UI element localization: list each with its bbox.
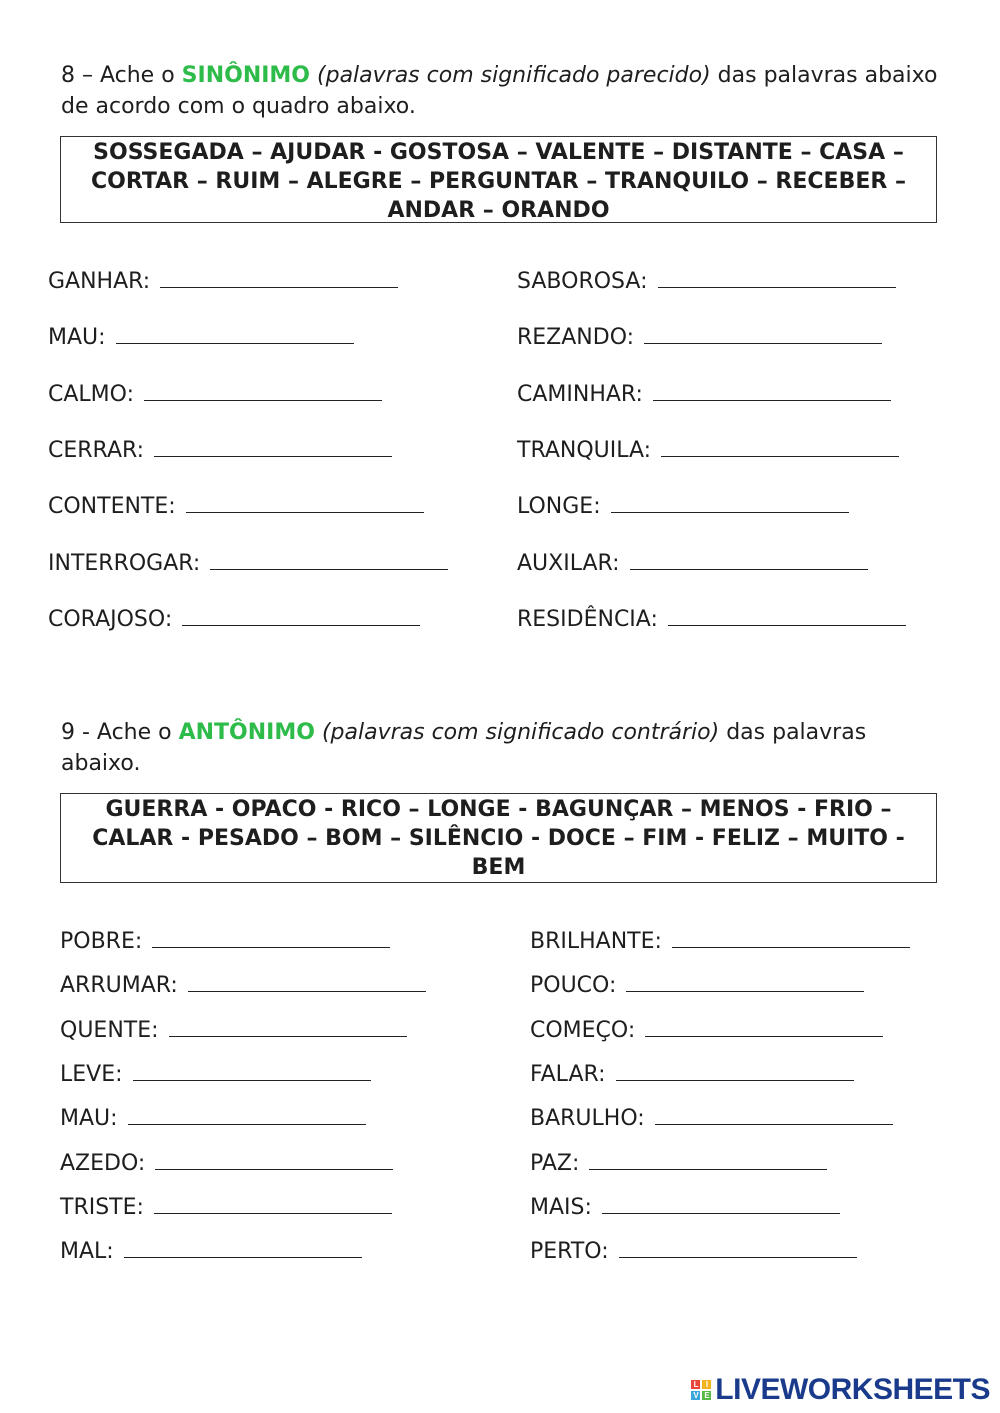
- liveworksheets-brand: [691, 1373, 990, 1407]
- answer-blank[interactable]: [602, 1195, 840, 1214]
- answer-row: [48, 268, 398, 296]
- answer-blank[interactable]: [210, 551, 448, 570]
- answer-blank[interactable]: [188, 973, 426, 992]
- answer-label: BRILHANTE:: [530, 929, 662, 954]
- answer-label: CAMINHAR:: [517, 381, 643, 407]
- keyword-sinonimo: SINÔNIMO: [181, 63, 311, 88]
- answer-row: [60, 972, 426, 1000]
- answer-row: [530, 1105, 893, 1133]
- answer-row: [48, 550, 448, 578]
- answer-row: [530, 928, 910, 956]
- answer-blank[interactable]: [154, 438, 392, 457]
- answer-row: [60, 1017, 407, 1045]
- answer-row: [517, 606, 906, 634]
- answer-blank[interactable]: [155, 1151, 393, 1170]
- answer-blank[interactable]: [626, 973, 864, 992]
- answer-row: [60, 1194, 392, 1222]
- answer-row: [530, 972, 864, 1000]
- answer-row: [530, 1061, 854, 1089]
- answer-label: CORAJOSO:: [48, 606, 173, 632]
- answer-blank[interactable]: [630, 551, 868, 570]
- answer-blank[interactable]: [169, 1018, 407, 1037]
- answer-row: [517, 437, 899, 465]
- answer-row: [60, 1061, 371, 1089]
- word-box-9: GUERRA - OPACO - RICO – LONGE - BAGUNÇAR – MENOS - FRIO – CALAR - PESADO – BOM – SILÊNCIO - DOCE – FIM - FELIZ – MUITO - BEM: [60, 793, 937, 883]
- answer-label: MAU:: [48, 325, 106, 351]
- answer-label: AUXILAR:: [517, 550, 620, 576]
- logo-letter: V: [691, 1391, 700, 1400]
- answer-blank[interactable]: [619, 1239, 857, 1258]
- answer-label: CERRAR:: [48, 437, 145, 463]
- answer-label: FALAR:: [530, 1061, 606, 1087]
- word-box-8: SOSSEGADA – AJUDAR - GOSTOSA – VALENTE – DISTANTE – CASA – CORTAR – RUIM – ALEGRE – PERGUNTAR – TRANQUILO – RECEBER – ANDAR – ORANDO: [60, 136, 937, 223]
- answer-blank[interactable]: [672, 929, 910, 948]
- instruction-9: [61, 717, 941, 779]
- answer-row: [530, 1238, 857, 1266]
- answer-blank[interactable]: [645, 1018, 883, 1037]
- answer-blank[interactable]: [653, 382, 891, 401]
- answer-row: [530, 1017, 883, 1045]
- logo-letter: E: [702, 1391, 711, 1400]
- answer-row: [48, 493, 424, 521]
- answer-row: [517, 268, 896, 296]
- answer-blank[interactable]: [124, 1239, 362, 1258]
- answer-blank[interactable]: [182, 607, 420, 626]
- answer-label: AZEDO:: [60, 1150, 146, 1176]
- answer-row: [530, 1150, 827, 1178]
- answer-label: BARULHO:: [530, 1106, 645, 1132]
- answer-row: [60, 928, 390, 956]
- answer-blank[interactable]: [133, 1062, 371, 1081]
- answer-label: PAZ:: [530, 1150, 580, 1176]
- answer-blank[interactable]: [661, 438, 899, 457]
- answer-blank[interactable]: [611, 494, 849, 513]
- brand-text: LIVEWORKSHEETS: [715, 1373, 990, 1406]
- instruction-9-prefix: 9 - Ache o: [61, 720, 179, 745]
- answer-label: POBRE:: [60, 929, 143, 954]
- keyword-antonimo: ANTÔNIMO: [178, 720, 315, 745]
- answer-blank[interactable]: [160, 269, 398, 288]
- answer-label: LONGE:: [517, 494, 601, 520]
- answer-blank[interactable]: [655, 1106, 893, 1125]
- answer-blank[interactable]: [644, 325, 882, 344]
- answer-blank[interactable]: [616, 1062, 854, 1081]
- liveworksheets-logo-icon: [691, 1380, 711, 1400]
- instruction-9-italic: (palavras com significado contrário): [321, 720, 720, 745]
- answer-row: [60, 1150, 393, 1178]
- answer-label: LEVE:: [60, 1061, 123, 1087]
- answer-label: ARRUMAR:: [60, 973, 178, 999]
- answer-blank[interactable]: [128, 1106, 366, 1125]
- answer-label: MAL:: [60, 1239, 114, 1265]
- instruction-8-prefix: 8 – Ache o: [61, 63, 182, 88]
- answer-label: REZANDO:: [517, 325, 635, 351]
- logo-letter: I: [702, 1380, 711, 1389]
- answer-blank[interactable]: [186, 494, 424, 513]
- answer-label: QUENTE:: [60, 1017, 159, 1043]
- answer-label: CALMO:: [48, 381, 134, 407]
- instruction-8: [61, 60, 941, 122]
- answer-row: [48, 324, 354, 352]
- answer-label: MAU:: [60, 1106, 118, 1132]
- answer-row: [48, 381, 382, 409]
- answer-label: PERTO:: [530, 1239, 609, 1265]
- instruction-9-suffix: das palavras abaixo.: [61, 720, 867, 776]
- answer-label: TRISTE:: [60, 1194, 144, 1220]
- answer-label: SABOROSA:: [517, 269, 648, 294]
- answer-blank[interactable]: [152, 929, 390, 948]
- answer-row: [517, 493, 849, 521]
- answer-row: [48, 606, 420, 634]
- answer-blank[interactable]: [116, 325, 354, 344]
- answer-label: TRANQUILA:: [517, 437, 652, 463]
- answer-label: MAIS:: [530, 1194, 592, 1220]
- answer-blank[interactable]: [668, 607, 906, 626]
- answer-row: [530, 1194, 840, 1222]
- answer-label: CONTENTE:: [48, 494, 176, 520]
- answer-label: GANHAR:: [48, 269, 151, 294]
- answer-row: [517, 324, 882, 352]
- instruction-8-suffix: das palavras abaixo de acordo com o quadro abaixo.: [61, 63, 938, 119]
- answer-label: RESIDÊNCIA:: [517, 606, 658, 632]
- answer-blank[interactable]: [144, 382, 382, 401]
- answer-row: [517, 550, 868, 578]
- answer-blank[interactable]: [154, 1195, 392, 1214]
- answer-blank[interactable]: [658, 269, 896, 288]
- answer-blank[interactable]: [589, 1151, 827, 1170]
- answer-row: [60, 1105, 366, 1133]
- answer-label: INTERROGAR:: [48, 550, 201, 576]
- instruction-8-italic: (palavras com significado parecido): [317, 63, 711, 88]
- answer-row: [48, 437, 392, 465]
- answer-label: POUCO:: [530, 973, 617, 999]
- logo-letter: L: [691, 1380, 700, 1389]
- answer-label: COMEÇO:: [530, 1017, 636, 1043]
- answer-row: [517, 381, 891, 409]
- answer-row: [60, 1238, 362, 1266]
